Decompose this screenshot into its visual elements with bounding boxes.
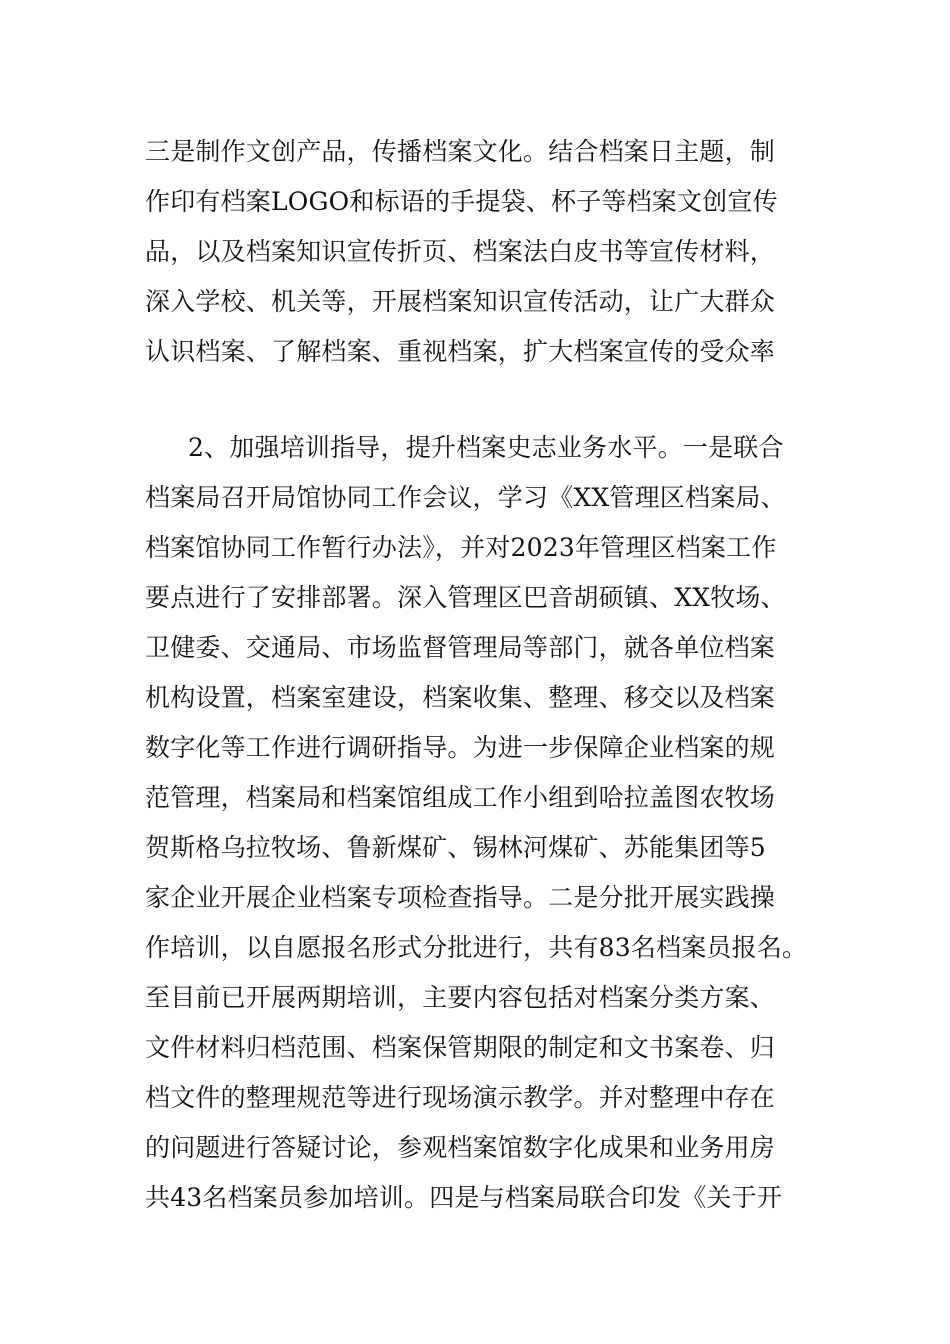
paragraph-2-line-11: 作培训，以自愿报名形式分批进行，共有83名档案员报名。 xyxy=(145,933,808,962)
paragraph-2-line-14: 档文件的整理规范等进行现场演示教学。并对整理中存在 xyxy=(145,1083,776,1112)
paragraph-1-line-1: 三是制作文创产品，传播档案文化。结合档案日主题，制 xyxy=(145,137,776,166)
paragraph-2-line-8: 范管理，档案局和档案馆组成工作小组到哈拉盖图农牧场 xyxy=(145,783,776,812)
paragraph-2-line-10: 家企业开展企业档案专项检查指导。二是分批开展实践操 xyxy=(145,883,776,912)
paragraph-1-line-4: 深入学校、机关等，开展档案知识宣传活动，让广大群众 xyxy=(145,287,776,316)
paragraph-1-line-5: 认识档案、了解档案、重视档案，扩大档案宣传的受众率 xyxy=(145,337,776,366)
paragraph-2-line-4: 要点进行了安排部署。深入管理区巴音胡硕镇、XX牧场、 xyxy=(145,583,786,612)
paragraph-2-line-2: 档案局召开局馆协同工作会议，学习《XX管理区档案局、 xyxy=(145,483,786,512)
paragraph-2-line-9: 贺斯格乌拉牧场、鲁新煤矿、锡林河煤矿、苏能集团等5 xyxy=(145,833,766,862)
paragraph-1-line-2: 作印有档案LOGO和标语的手提袋、杯子等档案文创宣传 xyxy=(145,187,778,216)
paragraph-2-line-1: 2、加强培训指导，提升档案史志业务水平。一是联合 xyxy=(188,433,784,462)
paragraph-2-line-5: 卫健委、交通局、市场监督管理局等部门，就各单位档案 xyxy=(145,633,776,662)
paragraph-1-line-3: 品，以及档案知识宣传折页、档案法白皮书等宣传材料， xyxy=(145,237,776,266)
paragraph-2-line-3: 档案馆协同工作暂行办法》，并对2023年管理区档案工作 xyxy=(145,533,777,562)
paragraph-2-line-13: 文件材料归档范围、档案保管期限的制定和文书案卷、归 xyxy=(145,1033,776,1062)
paragraph-2-line-12: 至目前已开展两期培训，主要内容包括对档案分类方案、 xyxy=(145,983,776,1012)
paragraph-2-line-15: 的问题进行答疑讨论，参观档案馆数字化成果和业务用房 xyxy=(145,1133,776,1162)
paragraph-2-line-16: 共43名档案员参加培训。四是与档案局联合印发《关于开 xyxy=(145,1183,783,1212)
paragraph-2-line-6: 机构设置，档案室建设，档案收集、整理、移交以及档案 xyxy=(145,683,776,712)
paragraph-2-line-7: 数字化等工作进行调研指导。为进一步保障企业档案的规 xyxy=(145,733,776,762)
